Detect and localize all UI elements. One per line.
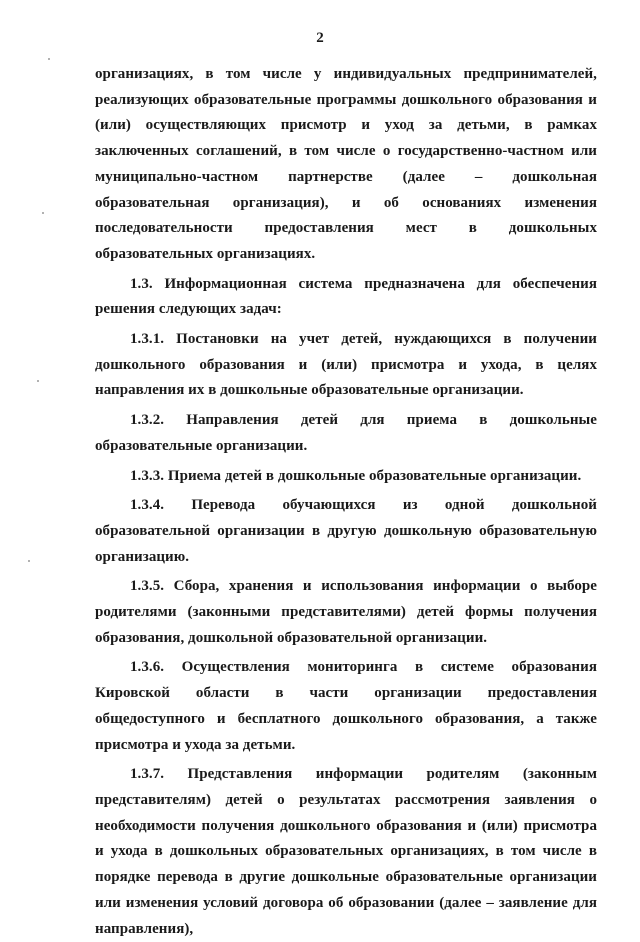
- paragraph-1-3-5: [95, 574, 597, 651]
- clause-number: 1.3.1.: [130, 331, 165, 348]
- clause-number: 1.3.4.: [130, 497, 165, 514]
- paragraph-1-3-2: [95, 408, 597, 459]
- paragraph-text: Приема детей в дошкольные образовательные организации.: [167, 467, 582, 484]
- paragraph-text: Сбора, хранения и использования информации о выборе родителями (законными представителями) детей формы получения образования, дошкольной образовательной организации.: [95, 578, 597, 646]
- paragraph-text: Информационная система предназначена для обеспечения решения следующих задач:: [95, 275, 597, 318]
- paragraph-text: организациях, в том числе у индивидуальных предпринимателей, реализующих образовательные программы дошкольного образования и (или) осуществляющих присмотр и уход за детьми, в рамках заключенных соглашений, в том числе о государственно-частном или муниципально-частном партнерстве (далее – дошкольная образовательная организация), и об основаниях изменения последовательности предоставления мест в дошкольных образовательных организациях.: [95, 66, 597, 262]
- paragraph-1-3-4: [95, 493, 597, 570]
- clause-number: 1.3.2.: [130, 412, 165, 429]
- clause-number: 1.3.6.: [130, 659, 165, 676]
- clause-number: 1.3.5.: [130, 578, 165, 595]
- clause-number: 1.3.: [130, 275, 153, 292]
- scan-speck: [42, 212, 44, 214]
- paragraph-text: Осуществления мониторинга в системе образования Кировской области в части организации предоставления общедоступного и бесплатного дошкольного образования, а также присмотра и ухода за детьми.: [95, 659, 597, 753]
- document-body: [95, 62, 597, 942]
- paragraph-text: Представления информации родителям (законным представителям) детей о результатах рассмотрения заявления о необходимости получения дошкольного образования и (или) присмотра и ухода в дошкольных образовательных организациях, в том числе в порядке перевода в другие дошкольные образовательные организации или изменения условий договора об образовании (далее – заявление для направления),: [95, 766, 597, 937]
- paragraph-1-3-6: [95, 655, 597, 758]
- paragraph-1-3: [95, 272, 597, 323]
- scan-speck: [37, 380, 39, 382]
- scan-speck: [48, 58, 50, 60]
- clause-number: 1.3.3.: [130, 467, 165, 484]
- paragraph-text: Перевода обучающихся из одной дошкольной образовательной организации в другую дошкольную образовательную организацию.: [95, 497, 597, 565]
- paragraph-1-3-1: [95, 327, 597, 404]
- paragraph-text: Направления детей для приема в дошкольные образовательные организации.: [95, 412, 597, 454]
- scan-speck: [28, 560, 30, 562]
- page-number: 2: [316, 30, 324, 46]
- paragraph-continuation: [95, 62, 597, 268]
- paragraph-text: Постановки на учет детей, нуждающихся в получении дошкольного образования и (или) присмотра и ухода, в целях направления их в дошкольные образовательные организации.: [95, 331, 597, 399]
- paragraph-1-3-3: [95, 464, 597, 490]
- paragraph-1-3-7: [95, 762, 597, 942]
- clause-number: 1.3.7.: [130, 766, 165, 783]
